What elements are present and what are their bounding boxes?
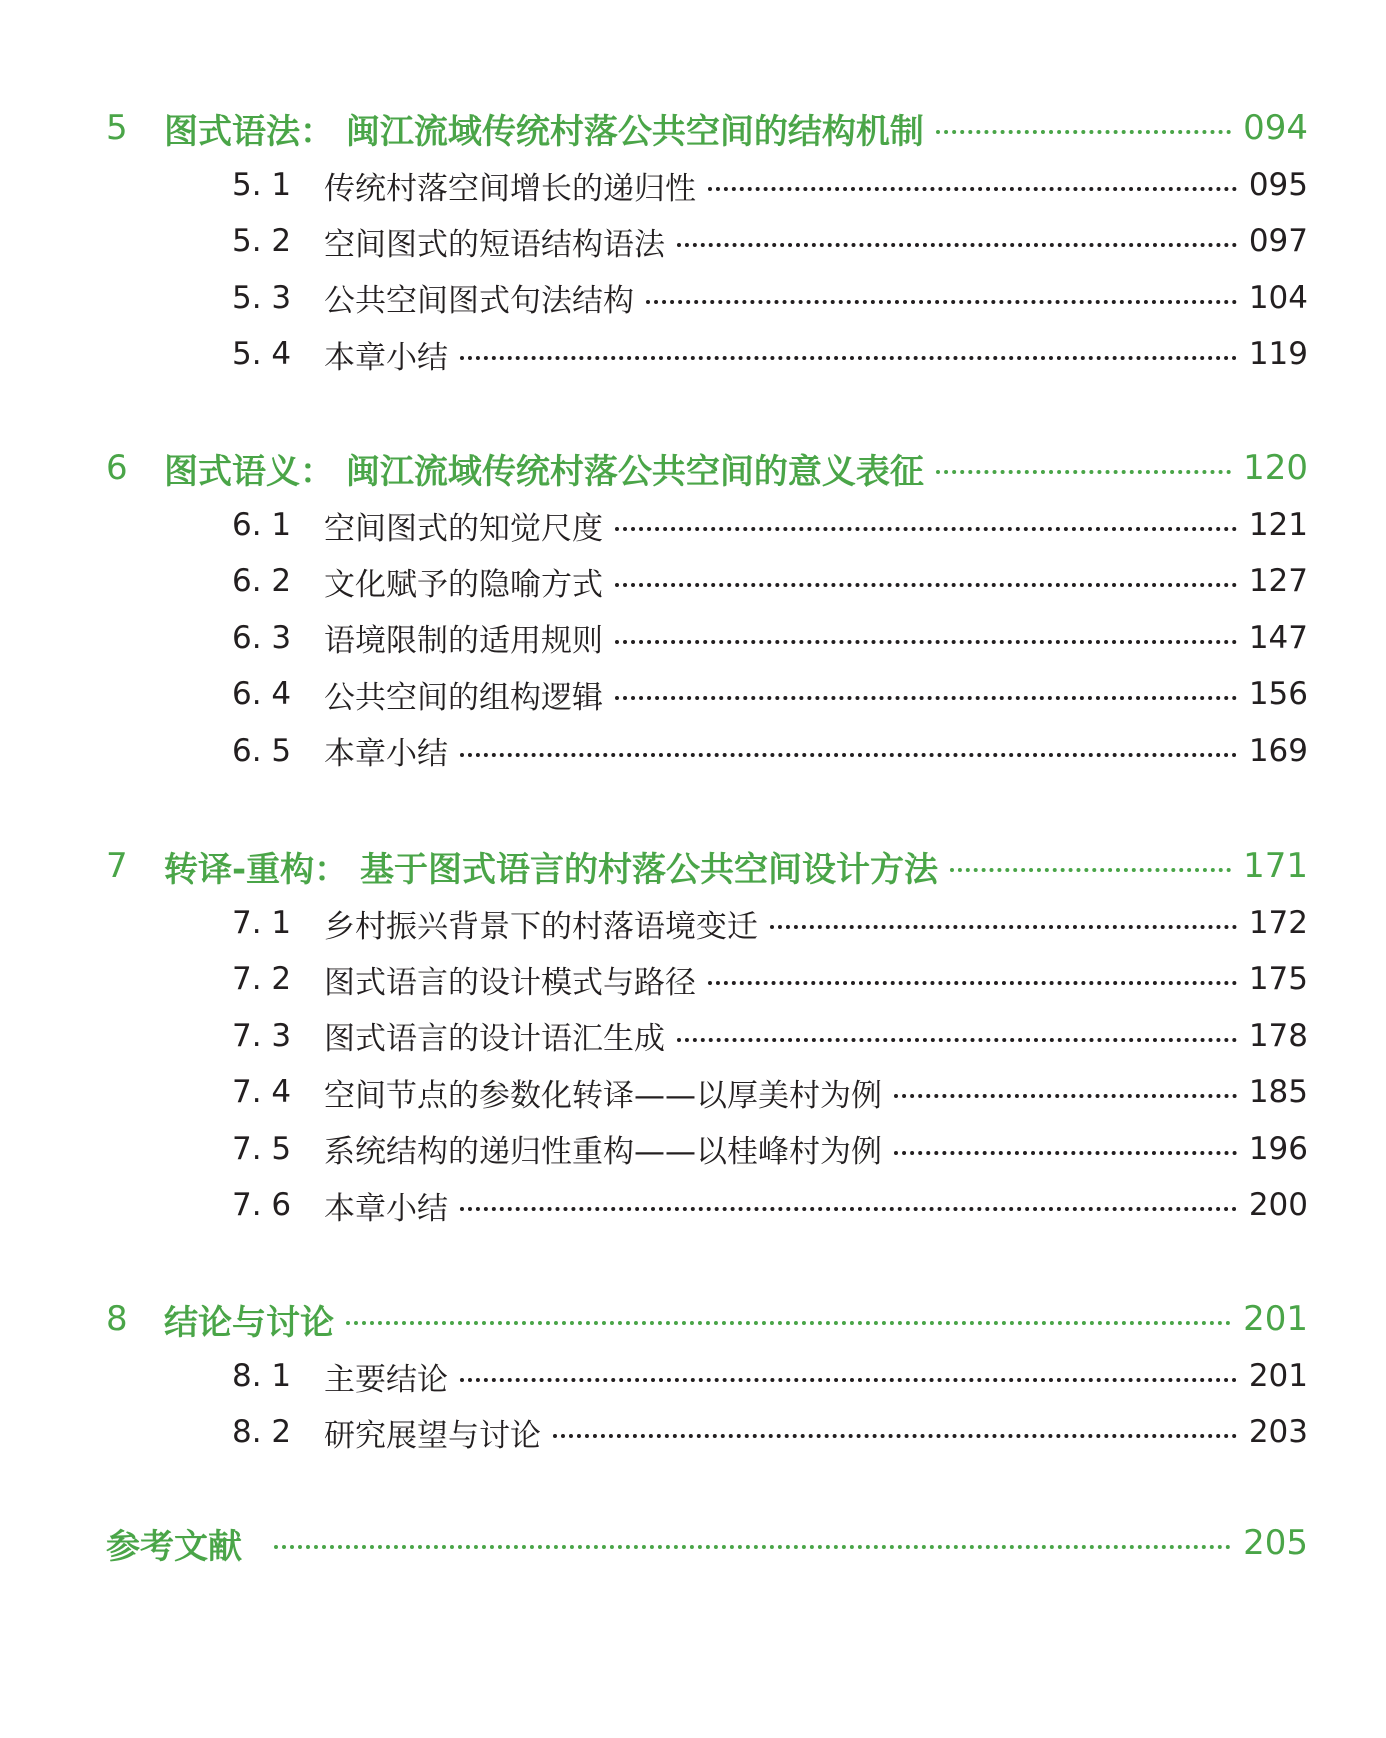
dot-leader xyxy=(950,868,1231,872)
section-number: 7. 6 xyxy=(232,1187,292,1223)
section-title: 空间图式的短语结构语法 xyxy=(324,226,665,263)
section-title: 文化赋予的隐喻方式 xyxy=(324,566,603,603)
dot-leader xyxy=(615,696,1237,700)
section-number: 6. 4 xyxy=(232,676,292,713)
section-title: 传统村落空间增长的递归性 xyxy=(324,170,696,207)
toc-section-entry[interactable] xyxy=(232,216,1308,266)
dot-leader xyxy=(894,1151,1237,1155)
toc-section-entry[interactable] xyxy=(232,1407,1308,1457)
toc-section-entry[interactable] xyxy=(232,556,1308,606)
toc-section-entry[interactable] xyxy=(232,726,1308,776)
section-page-number: 095 xyxy=(1248,167,1308,203)
section-number: 6. 2 xyxy=(232,563,292,600)
section-number: 7. 1 xyxy=(232,905,292,941)
dot-leader xyxy=(615,527,1237,531)
chapter-page-number: 094 xyxy=(1243,108,1308,148)
chapter-title: 转译-重构： 基于图式语言的村落公共空间设计方法 xyxy=(164,849,938,890)
toc-section-entry[interactable] xyxy=(232,954,1308,1004)
dot-leader xyxy=(646,300,1237,304)
section-title: 乡村振兴背景下的村落语境变迁 xyxy=(324,908,758,945)
section-title: 公共空间图式句法结构 xyxy=(324,283,634,320)
chapter-page-number: 120 xyxy=(1243,448,1308,488)
chapter-number: 6 xyxy=(106,448,128,488)
chapter-title: 参考文献 xyxy=(106,1526,242,1567)
section-number: 6. 3 xyxy=(232,619,292,656)
section-title: 公共空间的组构逻辑 xyxy=(324,679,603,716)
section-page-number: 169 xyxy=(1248,732,1308,769)
toc-chapter-entry[interactable] xyxy=(106,1294,1308,1344)
chapter-page-number: 201 xyxy=(1243,1299,1308,1339)
section-page-number: 200 xyxy=(1248,1187,1308,1223)
toc-section-entry[interactable] xyxy=(232,613,1308,663)
dot-leader xyxy=(615,640,1237,644)
section-page-number: 196 xyxy=(1248,1130,1308,1167)
section-title: 图式语言的设计语汇生成 xyxy=(324,1021,665,1058)
toc-section-entry[interactable] xyxy=(232,273,1308,323)
section-title: 系统结构的递归性重构——以桂峰村为例 xyxy=(324,1134,882,1171)
section-number: 5. 2 xyxy=(232,223,292,260)
dot-leader xyxy=(553,1434,1237,1438)
toc-section-entry[interactable] xyxy=(232,160,1308,210)
chapter-number: 7 xyxy=(106,846,128,886)
section-page-number: 097 xyxy=(1248,223,1308,260)
section-title: 空间图式的知觉尺度 xyxy=(324,510,603,547)
section-page-number: 121 xyxy=(1248,507,1308,543)
section-title: 空间节点的参数化转译——以厚美村为例 xyxy=(324,1077,882,1114)
chapter-page-number: 171 xyxy=(1243,846,1308,886)
toc-section-entry[interactable] xyxy=(232,1124,1308,1174)
section-number: 7. 3 xyxy=(232,1017,292,1054)
dot-leader xyxy=(460,1378,1237,1382)
chapter-number: 5 xyxy=(106,108,128,148)
section-number: 8. 1 xyxy=(232,1358,292,1394)
section-page-number: 203 xyxy=(1248,1414,1308,1451)
dot-leader xyxy=(708,187,1237,191)
section-title: 语境限制的适用规则 xyxy=(324,623,603,660)
dot-leader xyxy=(936,470,1231,474)
section-title: 研究展望与讨论 xyxy=(324,1417,541,1454)
section-number: 8. 2 xyxy=(232,1414,292,1451)
section-title: 本章小结 xyxy=(324,339,448,376)
toc-chapter-entry[interactable] xyxy=(106,841,1308,891)
dot-leader xyxy=(770,925,1237,929)
section-title: 本章小结 xyxy=(324,736,448,773)
section-number: 5. 3 xyxy=(232,279,292,316)
section-page-number: 175 xyxy=(1248,961,1308,998)
dot-leader xyxy=(346,1321,1231,1325)
dot-leader xyxy=(615,583,1237,587)
section-page-number: 147 xyxy=(1248,619,1308,656)
section-number: 7. 4 xyxy=(232,1074,292,1111)
section-page-number: 172 xyxy=(1248,905,1308,941)
section-number: 7. 5 xyxy=(232,1130,292,1167)
dot-leader xyxy=(460,753,1237,757)
section-number: 5. 4 xyxy=(232,336,292,373)
toc-section-entry[interactable] xyxy=(232,898,1308,948)
toc-section-entry[interactable] xyxy=(232,329,1308,379)
section-title: 主要结论 xyxy=(324,1361,448,1398)
dot-leader xyxy=(460,1207,1237,1211)
dot-leader xyxy=(677,243,1237,247)
toc-section-entry[interactable] xyxy=(232,1067,1308,1117)
section-title: 本章小结 xyxy=(324,1190,448,1227)
section-page-number: 185 xyxy=(1248,1074,1308,1111)
chapter-title: 图式语义： 闽江流域传统村落公共空间的意义表征 xyxy=(164,451,924,492)
chapter-title: 结论与讨论 xyxy=(164,1302,334,1343)
chapter-title: 图式语法： 闽江流域传统村落公共空间的结构机制 xyxy=(164,111,924,152)
section-number: 6. 5 xyxy=(232,732,292,769)
section-number: 6. 1 xyxy=(232,507,292,543)
section-page-number: 178 xyxy=(1248,1017,1308,1054)
section-page-number: 201 xyxy=(1248,1358,1308,1394)
toc-section-entry[interactable] xyxy=(232,1011,1308,1061)
section-page-number: 104 xyxy=(1248,279,1308,316)
dot-leader xyxy=(460,356,1237,360)
dot-leader xyxy=(274,1545,1231,1549)
section-title: 图式语言的设计模式与路径 xyxy=(324,964,696,1001)
toc-chapter-entry[interactable] xyxy=(106,103,1308,153)
section-number: 7. 2 xyxy=(232,961,292,998)
section-page-number: 119 xyxy=(1248,336,1308,373)
dot-leader xyxy=(677,1038,1237,1042)
dot-leader xyxy=(708,981,1237,985)
toc-chapter-entry[interactable] xyxy=(106,443,1308,493)
section-page-number: 156 xyxy=(1248,676,1308,713)
toc-section-entry[interactable] xyxy=(232,1351,1308,1401)
toc-section-entry[interactable] xyxy=(232,669,1308,719)
chapter-number: 8 xyxy=(106,1299,128,1339)
section-page-number: 127 xyxy=(1248,563,1308,600)
chapter-page-number: 205 xyxy=(1243,1523,1308,1563)
toc-section-entry[interactable] xyxy=(232,500,1308,550)
dot-leader xyxy=(894,1094,1237,1098)
dot-leader xyxy=(936,130,1231,134)
section-number: 5. 1 xyxy=(232,167,292,203)
toc-section-entry[interactable] xyxy=(232,1180,1308,1230)
toc-chapter-entry[interactable] xyxy=(106,1518,1308,1568)
